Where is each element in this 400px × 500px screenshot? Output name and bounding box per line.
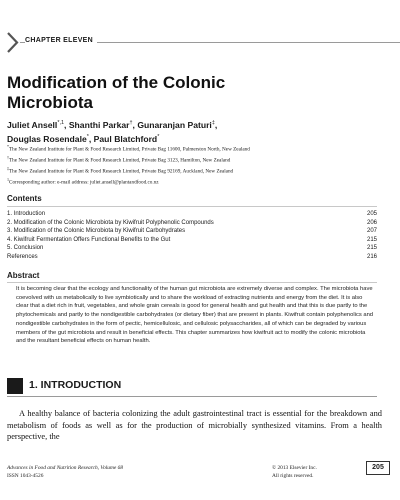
contents-rule	[7, 206, 377, 207]
table-of-contents	[7, 210, 377, 261]
affiliations	[7, 143, 387, 187]
toc-item[interactable]: 2. Modification of the Colonic Microbiota by Kiwifruit Polyphenolic Compounds 206	[7, 219, 377, 226]
section-title: 1. INTRODUCTION	[29, 379, 122, 391]
affiliation: $^1$Corresponding author: e-mail address: juliet.ansell@plantandfood.co.nz	[7, 176, 159, 186]
author: Juliet Ansell$^{*,1}$,	[7, 119, 69, 130]
introduction-paragraph: A healthy balance of bacteria colonizing the adult gastrointestinal tract is essential for the breakdown and metabolism of foods as well as for the production of microbially synthesized vitamins. From a health perspective, the	[7, 409, 382, 442]
author: Gunaranjan Paturi‡,	[137, 119, 218, 130]
chevron-right-icon	[6, 29, 26, 57]
rights: All rights reserved.	[272, 473, 314, 479]
issn: ISSN 1043-4526	[7, 473, 44, 479]
section-number-box	[7, 378, 23, 394]
affiliation: †The New Zealand Institute for Plant & Food Research Limited, Private Bag 3123, Hamilton, New Zealand	[7, 154, 231, 164]
copyright: © 2013 Elsevier Inc.	[272, 465, 317, 471]
toc-item[interactable]: References 216	[7, 253, 377, 260]
chapter-title	[7, 73, 367, 113]
toc-item[interactable]: 5. Conclusion 215	[7, 245, 377, 251]
author: Paul Blatchford*	[93, 133, 160, 144]
section-heading-introduction	[7, 376, 377, 398]
author: Shanthi Parkar†,	[68, 119, 138, 130]
footer-copyright	[272, 464, 362, 480]
toc-item[interactable]: 1. Introduction 205	[7, 211, 377, 217]
chapter-title-line-2: Microbiota	[7, 93, 93, 112]
chapter-label: CHAPTER ELEVEN	[25, 37, 97, 44]
journal-name: Advances in Food and Nutrition Research, Volume 68	[7, 465, 123, 471]
toc-item[interactable]: 4. Kiwifruit Fermentation Offers Functional Benefits to the Gut 215	[7, 236, 377, 243]
affiliation: *The New Zealand Institute for Plant & Food Research Limited, Private Bag 11600, Palmerston North, New Zealand	[7, 144, 250, 153]
author: Douglas Rosendale*,	[7, 133, 94, 144]
chapter-banner	[6, 29, 400, 57]
affiliation: ‡The New Zealand Institute for Plant & Food Research Limited, Private Bag 92169, Auckland, New Zealand	[7, 165, 234, 175]
chapter-title-line-1: Modification of the Colonic	[7, 73, 226, 92]
page-number: 205	[366, 461, 390, 475]
abstract-heading: Abstract	[7, 271, 40, 280]
toc-item[interactable]: 3. Modification of the Colonic Microbiota by Kiwifruit Carbohydrates 207	[7, 228, 377, 234]
author-list	[7, 117, 377, 145]
abstract-text: It is becoming clear that the ecology and functionality of the human gut microbiota are extremely diverse and complex. The microbiota have coevolved with us metabolically to live symbiotically and to share the workload of extracting nutrients and energy from the diet. It is also clear that a diet rich in fruit, vegetables, and whole grain cereals is good for general health and gut health and that this is due partly to the phytochemicals and partly to the nondigestible carbohydrates (or dietary fiber) that are present in plants. Kiwifruit contain polyphenolics and nondigestible carbohydrates in the form of pectic, hemicellulosic, and cellulosic polysaccharides, all of which can be degraded by various members of the gut microbiota and result in beneficial effects. This chapter summarizes how kiwifruit act to modify the colonic microbiota and the resultant beneficial effects on human health.	[16, 286, 374, 345]
section-rule	[7, 396, 377, 397]
contents-heading: Contents	[7, 194, 42, 203]
footer-journal-info	[7, 464, 207, 480]
abstract-rule	[7, 282, 377, 283]
